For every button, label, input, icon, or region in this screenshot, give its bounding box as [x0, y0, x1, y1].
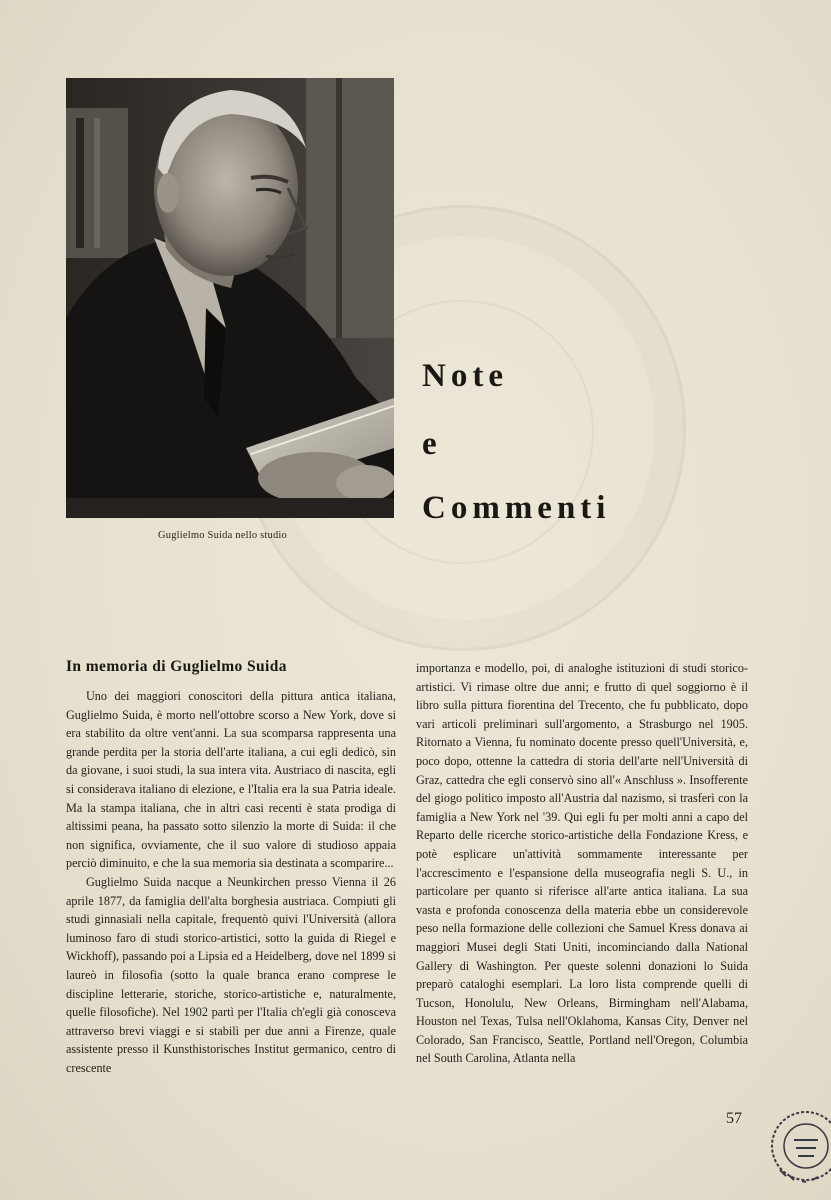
photo-caption: Guglielmo Suida nello studio	[158, 530, 287, 541]
library-stamp-icon	[766, 1106, 831, 1186]
paragraph: Guglielmo Suida nacque a Neunkirchen presso Vienna il 26 aprile 1877, da famiglia dell'alta borghesia austriaca. Compiuti gli studi ginnasiali nella capitale, frequentò quivi l'Università (allora luminoso faro di studi storico-artistici, sotto la guida di Riegel e Wickhoff), passando poi a Lipsia ed a Heidelberg, dove nel 1899 si laureò in filosofia (sotto la quale branca erano comprese le discipline letterarie, storiche, storico-artistiche e, naturalmente, quelle filosofiche). Nel 1902 partì per l'Italia ch'egli già conosceva attraverso brevi viaggi e si stabilì per due anni a Firenze, quale assistente presso il Kunsthistorisches Institut germanico, centro di crescente	[66, 874, 396, 1075]
heading-commenti: Commenti	[422, 490, 611, 526]
article-title: In memoria di Guglielmo Suida	[66, 658, 287, 675]
portrait-photo	[66, 78, 394, 518]
paragraph: importanza e modello, poi, di analoghe istituzioni di studi storico-artistici. Vi rimase oltre due anni; e frutto di quel soggiorno è il libro sulla pittura fiorentina del Trecento, che fu pubblicato, dopo vari articoli preliminari sull'argomento, a Strasburgo nel 1905. Ritornato a Vienna, fu nominato docente presso quell'Università, e, poco dopo, ottenne la cattedra di storia dell'arte nell'Università di Graz, cattedra che egli conservò sino all'« Anschluss ». Insofferente del giogo politico imposto all'Austria dal nazismo, si trasferì con la famiglia a New York nel '39. Qui egli fu per molti anni a capo del Reparto delle ricerche storico-artistiche della Fondazione Kress, e potè esplicare un'attività sommamente interessante per l'accrescimento e l'espansione della museografia negli S. U., in particolare per quanto si riferisce all'arte antica italiana. La sua vasta e profonda conoscenza della materia ebbe un considerevole peso nella formazione delle collezioni che Samuel Kress donava ai maggiori Musei degli Stati Uniti, incominciando dalla National Gallery di Washington. Per queste solenni donazioni lo Suida preparò cataloghi esemplari. La loro lista comprende quelli di Tucson, Honolulu, New Orleans, Birmingham nell'Alabama, Houston nel Texas, Tulsa nell'Oklahoma, Kansas City, Denver nel Colorado, San Francisco, Seattle, Portland nell'Oregon, Columbia nel South Carolina, Atlanta nella	[416, 661, 748, 1066]
article-column-left	[66, 687, 396, 1077]
heading-note: Note	[422, 358, 508, 394]
portrait-image	[66, 78, 394, 518]
page-number: 57	[726, 1110, 742, 1127]
article-column-right	[416, 659, 748, 1068]
paragraph: Uno dei maggiori conoscitori della pittura antica italiana, Guglielmo Suida, è morto nell'ottobre scorso a New York, dove si era stabilito da oltre vent'anni. La sua scomparsa rappresenta una grande perdita per la storia dell'arte italiana, a cui egli dedicò, sin da giovane, i suoi studi, la sua intera vita. Austriaco di nascita, egli si considerava italiano di elezione, e l'Italia era la sua Patria ideale. Ma la stampa italiana, che in altri casi recenti è stata prodiga di altissimi peana, ha passato sotto silenzio la morte di Suida: il che non significa, ovviamente, che il suo valore di studioso appaia perciò diminuito, e che la sua memoria sia destinata a scomparire...	[66, 689, 396, 871]
heading-e: e	[422, 426, 442, 462]
